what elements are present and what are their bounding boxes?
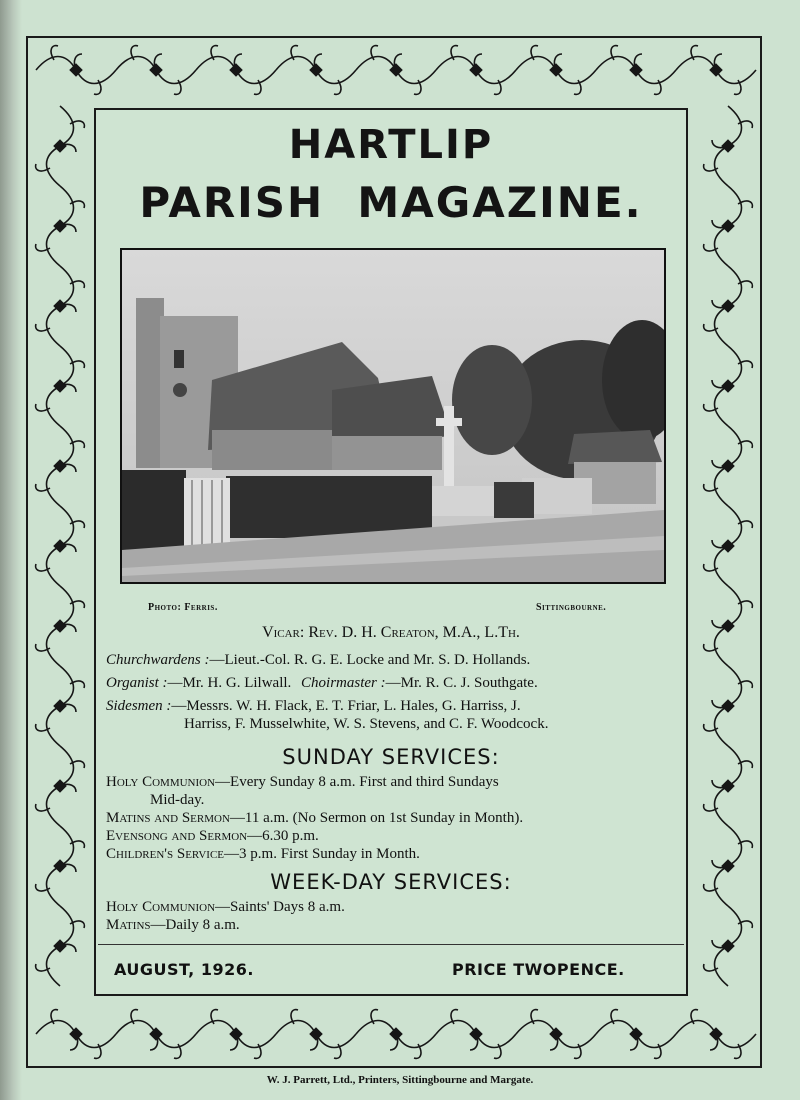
weekday-holy-communion-value: —Saints' Days 8 a.m. [215, 899, 345, 915]
issue-date: AUGUST, 1926. [114, 960, 254, 979]
churchwardens-label: Churchwardens : [106, 652, 210, 668]
church-photo-illustration [122, 250, 664, 582]
sunday-holy-communion-line [106, 774, 686, 791]
sunday-children-label: Children's Service [106, 846, 225, 862]
organist-line [106, 675, 686, 692]
choirmaster-value: —Mr. R. C. J. Southgate. [385, 675, 538, 691]
footer-divider [98, 944, 684, 945]
organist-label: Organist : [106, 675, 168, 691]
binding-spine [0, 0, 22, 1100]
sunday-children-line [106, 846, 686, 863]
weekday-holy-communion-label: Holy Communion [106, 899, 216, 915]
photo-credit: Photo: Ferris. [148, 602, 218, 613]
weekday-matins-value: —Daily 8 a.m. [150, 917, 240, 933]
sunday-matins-value: —11 a.m. (No Sermon on 1st Sunday in Month). [229, 810, 524, 826]
sidesmen-label: Sidesmen : [106, 698, 172, 714]
sunday-holy-communion-value-2: Mid-day. [150, 792, 205, 808]
masthead-line1: HARTLIP [288, 122, 494, 168]
sunday-holy-communion-value: —Every Sunday 8 a.m. First and third Sundays [215, 774, 499, 790]
weekday-services-heading: WEEK-DAY SERVICES: [270, 870, 512, 894]
sunday-evensong-label: Evensong and Sermon [106, 828, 248, 844]
churchwardens-value: —Lieut.-Col. R. G. E. Locke and Mr. S. D. Hollands. [209, 652, 531, 668]
weekday-matins-line [106, 917, 686, 934]
issue-price: PRICE TWOPENCE. [452, 960, 625, 979]
sunday-children-value: —3 p.m. First Sunday in Month. [224, 846, 420, 862]
organist-value: —Mr. H. G. Lilwall. [167, 675, 292, 691]
sidesmen-line [106, 698, 686, 715]
sidesmen-value-1: —Messrs. W. H. Flack, E. T. Friar, L. Hales, G. Harriss, J. [171, 698, 521, 714]
choirmaster-label: Choirmaster : [301, 675, 386, 691]
sunday-evensong-value: —6.30 p.m. [247, 828, 319, 844]
sunday-matins-label: Matins and Sermon [106, 810, 230, 826]
churchwardens-line [106, 652, 686, 669]
sunday-holy-communion-label: Holy Communion [106, 774, 216, 790]
sunday-matins-line [106, 810, 686, 827]
vicar-line: Vicar: Rev. D. H. Creaton, M.A., L.Th. [262, 624, 520, 641]
church-photograph [120, 248, 666, 584]
sidesmen-value-2: Harriss, F. Musselwhite, W. S. Stevens, and C. F. Woodcock. [184, 716, 549, 732]
masthead-line2: PARISH MAGAZINE. [139, 178, 643, 227]
weekday-holy-communion-line [106, 899, 686, 916]
sunday-evensong-line [106, 828, 686, 845]
photo-location: Sittingbourne. [536, 602, 607, 613]
printer-imprint: W. J. Parrett, Ltd., Printers, Sittingbourne and Margate. [266, 1074, 534, 1086]
sunday-services-heading: SUNDAY SERVICES: [282, 745, 500, 769]
weekday-matins-label: Matins [106, 917, 151, 933]
